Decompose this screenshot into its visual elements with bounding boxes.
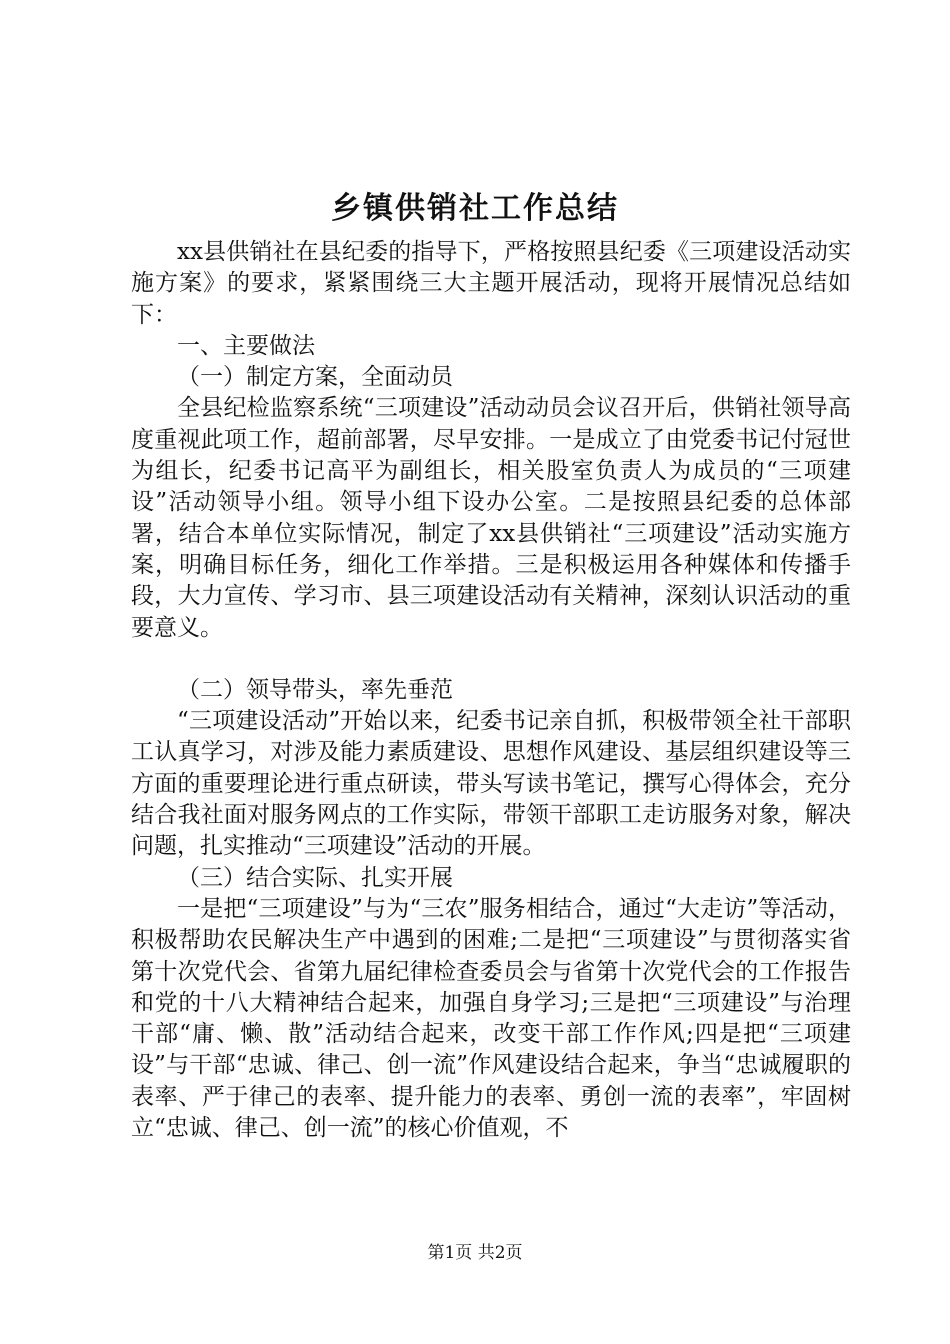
paragraph-intro: xx县供销社在县纪委的指导下，严格按照县纪委《三项建设活动实施方案》的要求，紧紧围绕三大主题开展活动，现将开展情况总结如下： <box>131 239 851 328</box>
subheading-3: （三）结合实际、扎实开展 <box>177 864 453 891</box>
subheading-2: （二）领导带头，率先垂范 <box>177 676 453 703</box>
paragraph-2: “三项建设活动”开始以来，纪委书记亲自抓，积极带领全社干部职工认真学习，对涉及能力素质建设、思想作风建设、基层组织建设等三方面的重要理论进行重点研读，带头写读书笔记，撰写心得体会，充分结合我社面对服务网点的工作实际，带领干部职工走访服务对象，解决问题，扎实推动“三项建设”活动的开展。 <box>131 708 851 860</box>
paragraph-1: 全县纪检监察系统“三项建设”活动动员会议召开后，供销社领导高度重视此项工作，超前部署，尽早安排。一是成立了由党委书记付冠世为组长，纪委书记高平为副组长，相关股室负责人为成员的“三项建设”活动领导小组。领导小组下设办公室。二是按照县纪委的总体部署，结合本单位实际情况，制定了xx县供销社“三项建设”活动实施方案，明确目标任务，细化工作举措。三是积极运用各种媒体和传播手段，大力宣传、学习市、县三项建设活动有关精神，深刻认识活动的重要意义。 <box>131 395 851 641</box>
document-title: 乡镇供销社工作总结 <box>331 191 619 226</box>
section-heading-main-practices: 一、主要做法 <box>177 332 315 359</box>
subheading-1: （一）制定方案，全面动员 <box>177 364 453 391</box>
document-body <box>131 237 851 1144</box>
paragraph-3: 一是把“三项建设”与为“三农”服务相结合，通过“大走访”等活动，积极帮助农民解决生产中遇到的困难;二是把“三项建设”与贯彻落实省第十次党代会、省第九届纪律检查委员会与省第十次党代会的工作报告和党的十八大精神结合起来，加强自身学习;三是把“三项建设”与治理干部“庸、懒、散”活动结合起来，改变干部工作作风;四是把“三项建设”与干部“忠诚、律己、创一流”作风建设结合起来，争当“忠诚履职的表率、严于律己的表率、提升能力的表率、勇创一流的表率”，牢固树立“忠诚、律己、创一流”的核心价值观，不 <box>131 895 851 1142</box>
page-footer: 第1页 共2页 <box>427 1243 523 1263</box>
